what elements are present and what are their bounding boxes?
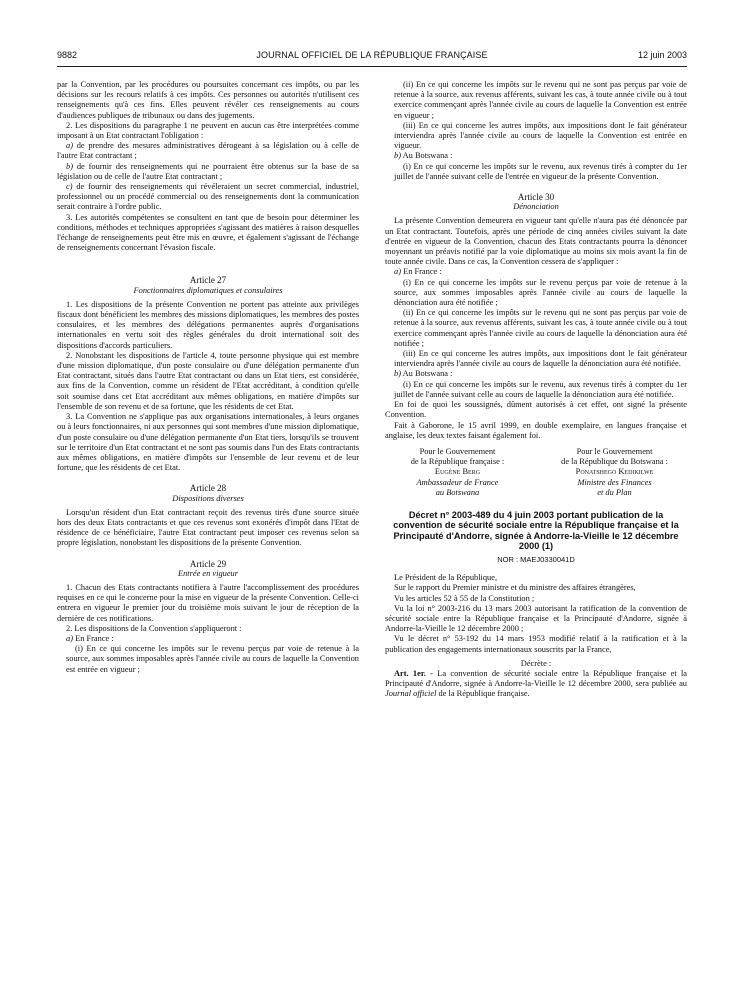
issue-date: 12 juin 2003	[637, 50, 687, 60]
signatory-botswana: Pour le Gouvernement de la République du Botswana : Ponatshego Kedikilwe Ministre des Finances et du Plan	[542, 447, 687, 498]
article-1: Art. 1er. - La convention de sécurité sociale entre la République française et la Principauté d'Andorre, signée à Andorre-la-Vieille le 12 décembre 2000, sera publiée au Journal officiel de la République française.	[385, 668, 687, 699]
right-column	[385, 80, 687, 700]
article-heading: Article 29	[189, 558, 227, 569]
paragraph: Sur le rapport du Premier ministre et du ministre des affaires étrangères,	[394, 583, 636, 593]
journal-title: JOURNAL OFFICIEL DE LA RÉPUBLIQUE FRANÇAISE	[256, 50, 488, 60]
list-item: b) Au Botswana :	[394, 369, 453, 379]
nor-reference: NOR : MAEJ0330041D	[497, 554, 575, 564]
list-item: c) de fournir des renseignements qui révéleraient un secret commercial, industriel, professionnel ou un procédé commercial ou des renseignements dont la communication serait contraire à l'ordre public.	[57, 182, 359, 212]
signatory-name: Ponatshego Kedikilwe	[575, 467, 654, 477]
list-item: a) En France :	[66, 633, 114, 643]
list-item: a) de prendre des mesures administratives dérogeant à sa législation ou à celle de l'autre Etat contractant ;	[57, 141, 359, 161]
article-subtitle: Dénonciation	[513, 202, 559, 212]
paragraph: Vu les articles 52 à 55 de la Constitution ;	[394, 593, 535, 603]
list-item: b) Au Botswana :	[394, 151, 453, 161]
article-subtitle: Fonctionnaires diplomatiques et consulaires	[133, 285, 283, 295]
decree-title: Décret n° 2003-489 du 4 juin 2003 portant publication de la convention de sécurité sociale entre la République française et la Principauté d'Andorre, signée à Andorre-la-Vieille le 12 décembre 2000 (1)	[393, 509, 679, 552]
paragraph: Vu la loi n° 2003-216 du 13 mars 2003 autorisant la ratification de la convention de sécurité sociale entre la République française et la Principauté d'Andorre, signée à Andorre-la-Vieille le 12 décembre 2000 ;	[385, 603, 687, 634]
article-subtitle: Dispositions diverses	[172, 493, 244, 503]
article-subtitle: Entrée en vigueur	[178, 568, 238, 578]
article-heading: Article 28	[189, 483, 227, 494]
header-rule	[57, 66, 687, 67]
sub-item: (iii) En ce qui concerne les autres impôts, aux impositions dont le fait générateur interviendra après l'année civile au cours de laquelle la dénonciation aura été notifiée.	[394, 349, 687, 369]
signature-block	[385, 447, 687, 498]
paragraph: En foi de quoi les soussignés, dûment autorisés à cet effet, ont signé la présente Convention.	[385, 400, 687, 420]
list-item: a) En France :	[394, 267, 442, 277]
paragraph: 1. Chacun des Etats contractants notifiera à l'autre l'accomplissement des procédures requises en ce qui le concerne pour la mise en vigueur de la présente Convention. Celle-ci entrera en vigueur le premier jour du troisième mois suivant le jour de réception de la dernière de ces notifications.	[57, 582, 359, 623]
sub-item: (i) En ce qui concerne les impôts sur le revenu, aux revenus tirés à compter du 1er juillet de l'année suivant celle au cours de laquelle la dénonciation aura été notifiée.	[394, 379, 687, 399]
paragraph: Vu le décret n° 53-192 du 14 mars 1953 modifié relatif à la ratification et à la publication des engagements internationaux souscrits par la France,	[385, 634, 687, 654]
paragraph: 2. Nonobstant les dispositions de l'article 4, toute personne physique qui est membre d'une mission diplomatique, d'un poste consulaire ou d'une délégation permanente d'un Etat contractant, situés dans l'autre Etat contractant ou dans un Etat tiers, est considérée, aux fins de la Convention, comme un résident de l'Etat accréditant, à condition qu'elle soit soumise dans cet Etat accréditant aux mêmes obligations, en matière d'impôts sur l'ensemble de son revenu et de sa fortune, que les résidents de cet Etat.	[57, 350, 359, 411]
page-number: 9882	[57, 50, 78, 60]
paragraph: Lorsqu'un résident d'un Etat contractant reçoit des revenus tirés d'une source située hors des deux Etats contractants et que ces revenus sont exonérés d'impôt dans l'Etat de résidence de ce bénéficiaire, l'autre Etat contractant peut imposer ces revenus selon sa propre législation, nonobstant les dispositions de la présente Convention.	[57, 507, 359, 548]
sub-item: (i) En ce qui concerne les impôts sur le revenu, aux revenus tirés à compter du 1er juillet de l'année suivant celle de l'entrée en vigueur de la présente Convention.	[394, 161, 687, 181]
sub-item: (i) En ce qui concerne les impôts sur le revenu perçus par voie de retenue à la source, aux sommes imposables après l'année civile au cours de laquelle la Convention est entrée en vigueur ;	[66, 644, 359, 674]
paragraph: Le Président de la République,	[394, 573, 498, 583]
sub-item: (ii) En ce qui concerne les impôts sur le revenu qui ne sont pas perçus par voie de retenue à la source, aux revenus afférents, suivant les cas, à toute année civile ou à tout exercice commençant après l'année civile au cours de laquelle la Convention est entrée en vigueur ;	[394, 80, 687, 120]
paragraph: 2. Les dispositions du paragraphe 1 ne peuvent en aucun cas être interprétées comme imposant à un Etat contractant l'obligation :	[57, 120, 359, 141]
signatory-name: Eugène Berg	[434, 467, 481, 477]
sub-item: (i) En ce qui concerne les impôts sur le revenu perçus par voie de retenue à la source, aux sommes imposables après l'année civile au cours de laquelle la dénonciation aura été notifiée ;	[394, 277, 687, 308]
sub-item: (ii) En ce qui concerne les impôts sur le revenu qui ne sont pas perçus par voie de retenue à la source, aux revenus afférents, suivant les cas, à toute année civile ou à tout exercice commençant après l'année civile au cours de laquelle la dénonciation aura été notifiée ;	[394, 308, 687, 348]
page-header	[57, 50, 687, 64]
paragraph: par la Convention, par les procédures ou poursuites concernant ces impôts, ou par les décisions sur les recours relatifs à ces impôts. Ces personnes ou autorités n'utilisent ces renseignements qu'à ces fins. Elles peuvent révéler ces renseignements au cours d'audiences publiques de tribunaux ou dans des jugements.	[57, 80, 359, 120]
list-item: b) de fournir des renseignements qui ne pourraient être obtenus sur la base de sa législation ou de celle de l'autre Etat contractant ;	[57, 161, 359, 181]
paragraph: La présente Convention demeurera en vigueur tant qu'elle n'aura pas été dénoncée par un Etat contractant. Toutefois, après une période de cinq années civiles suivant la date d'entrée en vigueur de la Convention, chacun des Etats contractants pourra la dénoncer moyennant un préavis notifié par la voie diplomatique au moins six mois avant la fin de toute année civile. Dans ce cas, la Convention cessera de s'appliquer :	[385, 216, 687, 267]
article-heading: Article 30	[517, 192, 555, 203]
paragraph: 3. La Convention ne s'applique pas aux organisations internationales, à leurs organes ou à leurs fonctionnaires, ni aux personnes qui sont membres d'une mission diplomatique, d'un poste consulaire ou d'une délégation permanente d'un Etat tiers, lorsqu'ils se trouvent sur le territoire d'un Etat contractant et ne sont pas soumis dans l'un des Etats contractants aux mêmes obligations, en matière d'impôts sur l'ensemble de leur revenu et de leur fortune, que les résidents de cet Etat.	[57, 412, 359, 473]
paragraph: Fait à Gaborone, le 15 avril 1999, en double exemplaire, en langues française et anglaise, les deux textes faisant également foi.	[385, 420, 687, 440]
decrete-heading: Décrète :	[520, 658, 552, 668]
left-column	[57, 80, 359, 675]
article-heading: Article 27	[189, 275, 227, 286]
sub-item: (iii) En ce qui concerne les autres impôts, aux impositions dont le fait générateur interviendra après l'année civile au cours de laquelle la Convention est entrée en vigueur.	[394, 120, 687, 151]
paragraph: 1. Les dispositions de la présente Convention ne portent pas atteinte aux privilèges fiscaux dont bénéficient les membres des missions diplomatiques, les membres des postes consulaires, et les membres des délégations permanentes auprès d'organisations internationales en vertu soit des règles générales du droit international soit des dispositions d'accords particuliers.	[57, 299, 359, 350]
paragraph: 2. Les dispositions de la Convention s'appliqueront :	[66, 623, 242, 633]
signatory-france: Pour le Gouvernement de la République française : Eugène Berg Ambassadeur de France au Botswana	[385, 447, 530, 498]
paragraph: 3. Les autorités compétentes se consultent en tant que de besoin pour déterminer les conditions, méthodes et techniques appropriées s'agissant des matières à raison desquelles l'échange de renseignements peut être mis en œuvre, et également s'agissant de l'échange de renseignements concernant l'évasion fiscale.	[57, 212, 359, 253]
